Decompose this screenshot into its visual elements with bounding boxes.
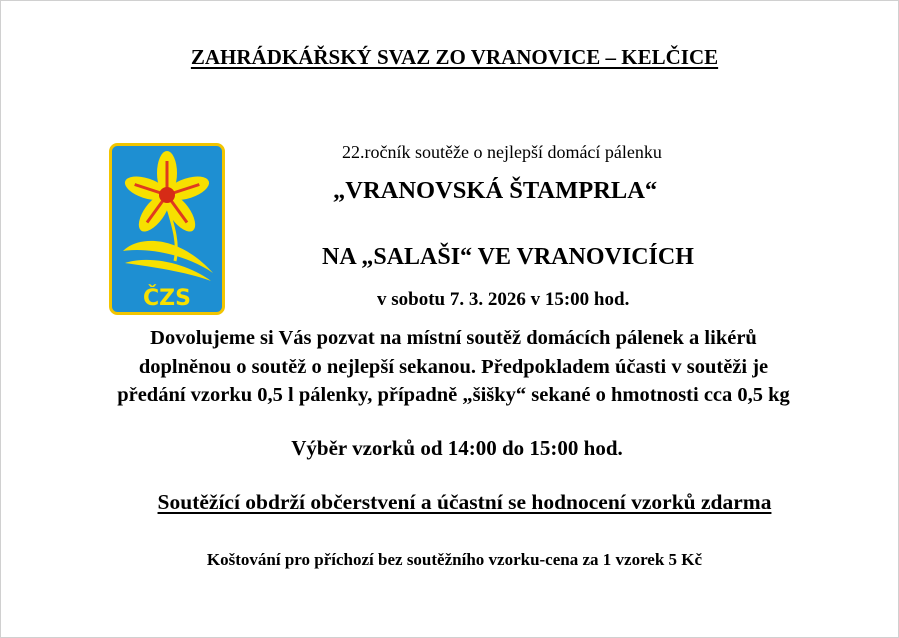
czs-logo: [109, 143, 225, 315]
organization-title: ZAHRÁDKÁŘSKÝ SVAZ ZO VRANOVICE – KELČICE: [190, 45, 719, 69]
invitation-line-1: Dovolujeme si Vás pozvat na místní soutěž domácích pálenek a likérů: [150, 327, 757, 349]
invitation-line-3: předání vzorku 0,5 l pálenky, případně „šišky“ sekané o hmotnosti cca 0,5 kg: [117, 384, 790, 406]
event-name: „VRANOVSKÁ ŠTAMPRLA“: [333, 177, 658, 204]
logo-text: ČZS: [143, 286, 191, 311]
samples-collection-time: Výběr vzorků od 14:00 do 15:00 hod.: [291, 436, 623, 460]
competition-subtitle: 22.ročník soutěže o nejlepší domácí pálenku: [342, 142, 662, 162]
free-refreshment-note: Soutěžící obdrží občerstvení a účastní se hodnocení vzorků zdarma: [157, 490, 772, 514]
invitation-line-2: doplněnou o soutěž o nejlepší sekanou. Předpokladem účasti v soutěži je: [138, 356, 769, 378]
event-datetime: v sobotu 7. 3. 2026 v 15:00 hod.: [377, 289, 630, 310]
logo-flower-center: [159, 187, 175, 203]
event-venue: NA „SALAŠI“ VE VRANOVICÍCH: [322, 244, 694, 270]
tasting-price-note: Koštování pro příchozí bez soutěžního vzorku-cena za 1 vzorek 5 Kč: [206, 550, 703, 569]
